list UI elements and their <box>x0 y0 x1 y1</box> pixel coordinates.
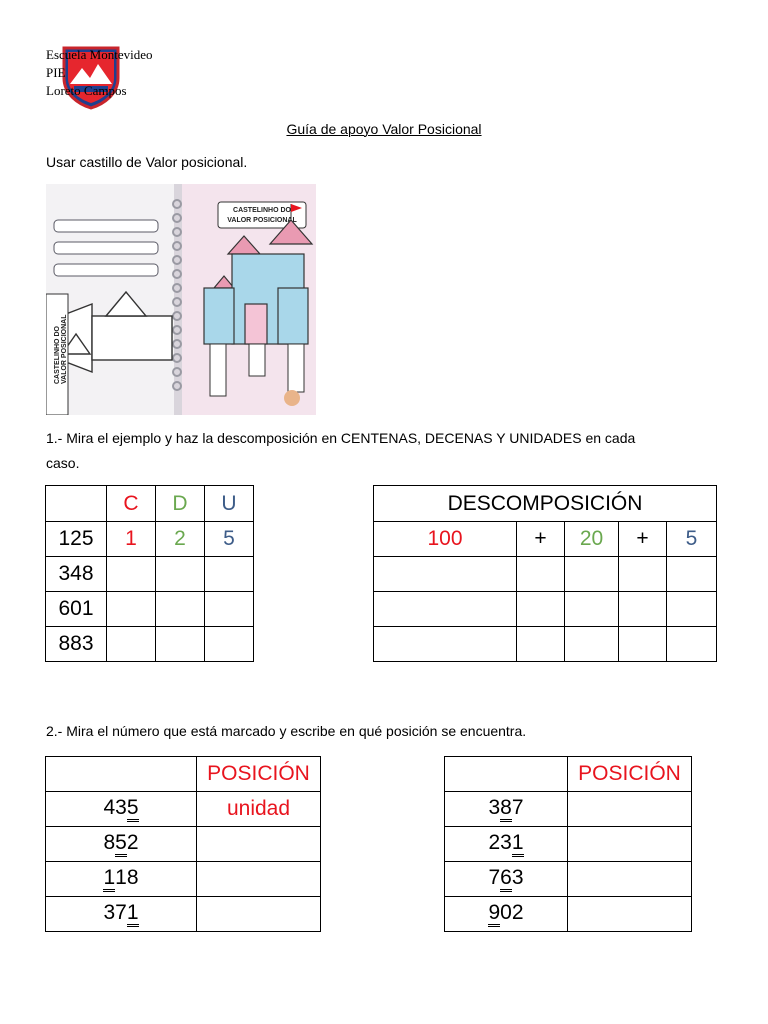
marked-digit: 8 <box>500 797 512 822</box>
table-row <box>46 557 254 592</box>
marked-number: 763 <box>445 862 568 897</box>
position-answer[interactable] <box>197 827 321 862</box>
left-page-label-2: VALOR POSICIONAL <box>61 314 68 384</box>
table-row <box>46 827 321 862</box>
decomp-cell[interactable] <box>619 557 667 592</box>
decomp-cell[interactable] <box>667 592 717 627</box>
cdu-cell-u[interactable] <box>205 627 254 662</box>
marked-number: 387 <box>445 792 568 827</box>
table-row <box>445 827 692 862</box>
decomp-units: 5 <box>667 522 717 557</box>
marked-digit: 1 <box>103 867 115 892</box>
decomp-cell[interactable] <box>667 557 717 592</box>
cdu-header-c: C <box>107 486 156 522</box>
cdu-header-u: U <box>205 486 254 522</box>
position-answer[interactable] <box>568 827 692 862</box>
cdu-cell-u[interactable] <box>205 557 254 592</box>
marked-number: 118 <box>46 862 197 897</box>
decomp-plus: + <box>619 522 667 557</box>
marked-number: 371 <box>46 897 197 932</box>
right-page-label-1: CASTELINHO DO <box>233 207 291 214</box>
decomp-cell[interactable] <box>619 627 667 662</box>
cdu-cell-c: 1 <box>107 522 156 557</box>
position-table-right <box>444 756 692 932</box>
decomposition-header: DESCOMPOSICIÓN <box>374 486 717 522</box>
marked-number: 435 <box>46 792 197 827</box>
marked-digit: 5 <box>115 832 127 857</box>
position-answer[interactable] <box>568 792 692 827</box>
marked-number: 852 <box>46 827 197 862</box>
position-table-left <box>45 756 321 932</box>
left-page-label-1: CASTELINHO DO <box>54 326 61 384</box>
school-name: Escuela Montevideo <box>46 47 153 62</box>
marked-digit: 1 <box>512 832 524 857</box>
decomp-cell[interactable] <box>517 592 565 627</box>
right-page-label-2: VALOR POSICIONAL <box>227 217 297 224</box>
castle-photo <box>46 184 316 415</box>
question-1-text-line1: 1.- Mira el ejemplo y haz la descomposición en CENTENAS, DECENAS Y UNIDADES en cada <box>46 430 636 446</box>
table-row <box>374 592 717 627</box>
decomp-cell[interactable] <box>565 557 619 592</box>
decomp-plus: + <box>517 522 565 557</box>
cdu-cell-d[interactable] <box>156 627 205 662</box>
position-answer[interactable] <box>568 862 692 897</box>
table-row <box>46 862 321 897</box>
decomp-cell[interactable] <box>619 592 667 627</box>
page-title: Guía de apoyo Valor Posicional <box>286 121 482 137</box>
decomp-cell[interactable] <box>565 592 619 627</box>
position-answer[interactable] <box>197 897 321 932</box>
cdu-cell-u[interactable] <box>205 592 254 627</box>
decomp-cell[interactable] <box>517 627 565 662</box>
position-header: POSICIÓN <box>568 757 692 792</box>
table-row <box>46 792 321 827</box>
marked-digit: 5 <box>127 797 139 822</box>
position-header-blank <box>445 757 568 792</box>
question-1-text-line2: caso. <box>46 455 80 471</box>
table-row <box>445 792 692 827</box>
table-row <box>374 557 717 592</box>
marked-digit: 6 <box>500 867 512 892</box>
cdu-header-d: D <box>156 486 205 522</box>
question-2-text: 2.- Mira el número que está marcado y escribe en qué posición se encuentra. <box>46 723 527 739</box>
decomp-cell[interactable] <box>374 627 517 662</box>
cdu-header-blank <box>46 486 107 522</box>
cdu-cell-c[interactable] <box>107 627 156 662</box>
cdu-number: 125 <box>46 522 107 557</box>
cdu-number: 883 <box>46 627 107 662</box>
cdu-cell-c[interactable] <box>107 592 156 627</box>
teacher-name: Loreto Campos <box>46 83 127 98</box>
table-row <box>445 897 692 932</box>
decomp-cell[interactable] <box>374 557 517 592</box>
decomposition-table <box>373 485 717 662</box>
program-name: PIE <box>46 65 66 80</box>
position-header-blank <box>46 757 197 792</box>
decomp-cell[interactable] <box>517 557 565 592</box>
table-row <box>374 627 717 662</box>
position-answer: unidad <box>197 792 321 827</box>
position-answer[interactable] <box>568 897 692 932</box>
instruction-text: Usar castillo de Valor posicional. <box>46 154 248 170</box>
cdu-cell-d: 2 <box>156 522 205 557</box>
marked-number: 231 <box>445 827 568 862</box>
decomp-hundreds: 100 <box>374 522 517 557</box>
marked-number: 902 <box>445 897 568 932</box>
table-row <box>374 522 717 557</box>
cdu-cell-u: 5 <box>205 522 254 557</box>
cdu-number: 348 <box>46 557 107 592</box>
position-header: POSICIÓN <box>197 757 321 792</box>
position-answer[interactable] <box>197 862 321 897</box>
table-row <box>46 627 254 662</box>
table-row <box>46 897 321 932</box>
cdu-table <box>45 485 254 662</box>
decomp-cell[interactable] <box>565 627 619 662</box>
cdu-number: 601 <box>46 592 107 627</box>
table-row <box>46 522 254 557</box>
marked-digit: 9 <box>488 902 500 927</box>
decomp-cell[interactable] <box>667 627 717 662</box>
table-row <box>445 862 692 897</box>
decomp-tens: 20 <box>565 522 619 557</box>
cdu-cell-d[interactable] <box>156 557 205 592</box>
decomp-cell[interactable] <box>374 592 517 627</box>
table-row <box>46 592 254 627</box>
marked-digit: 1 <box>127 902 139 927</box>
cdu-cell-d[interactable] <box>156 592 205 627</box>
cdu-cell-c[interactable] <box>107 557 156 592</box>
